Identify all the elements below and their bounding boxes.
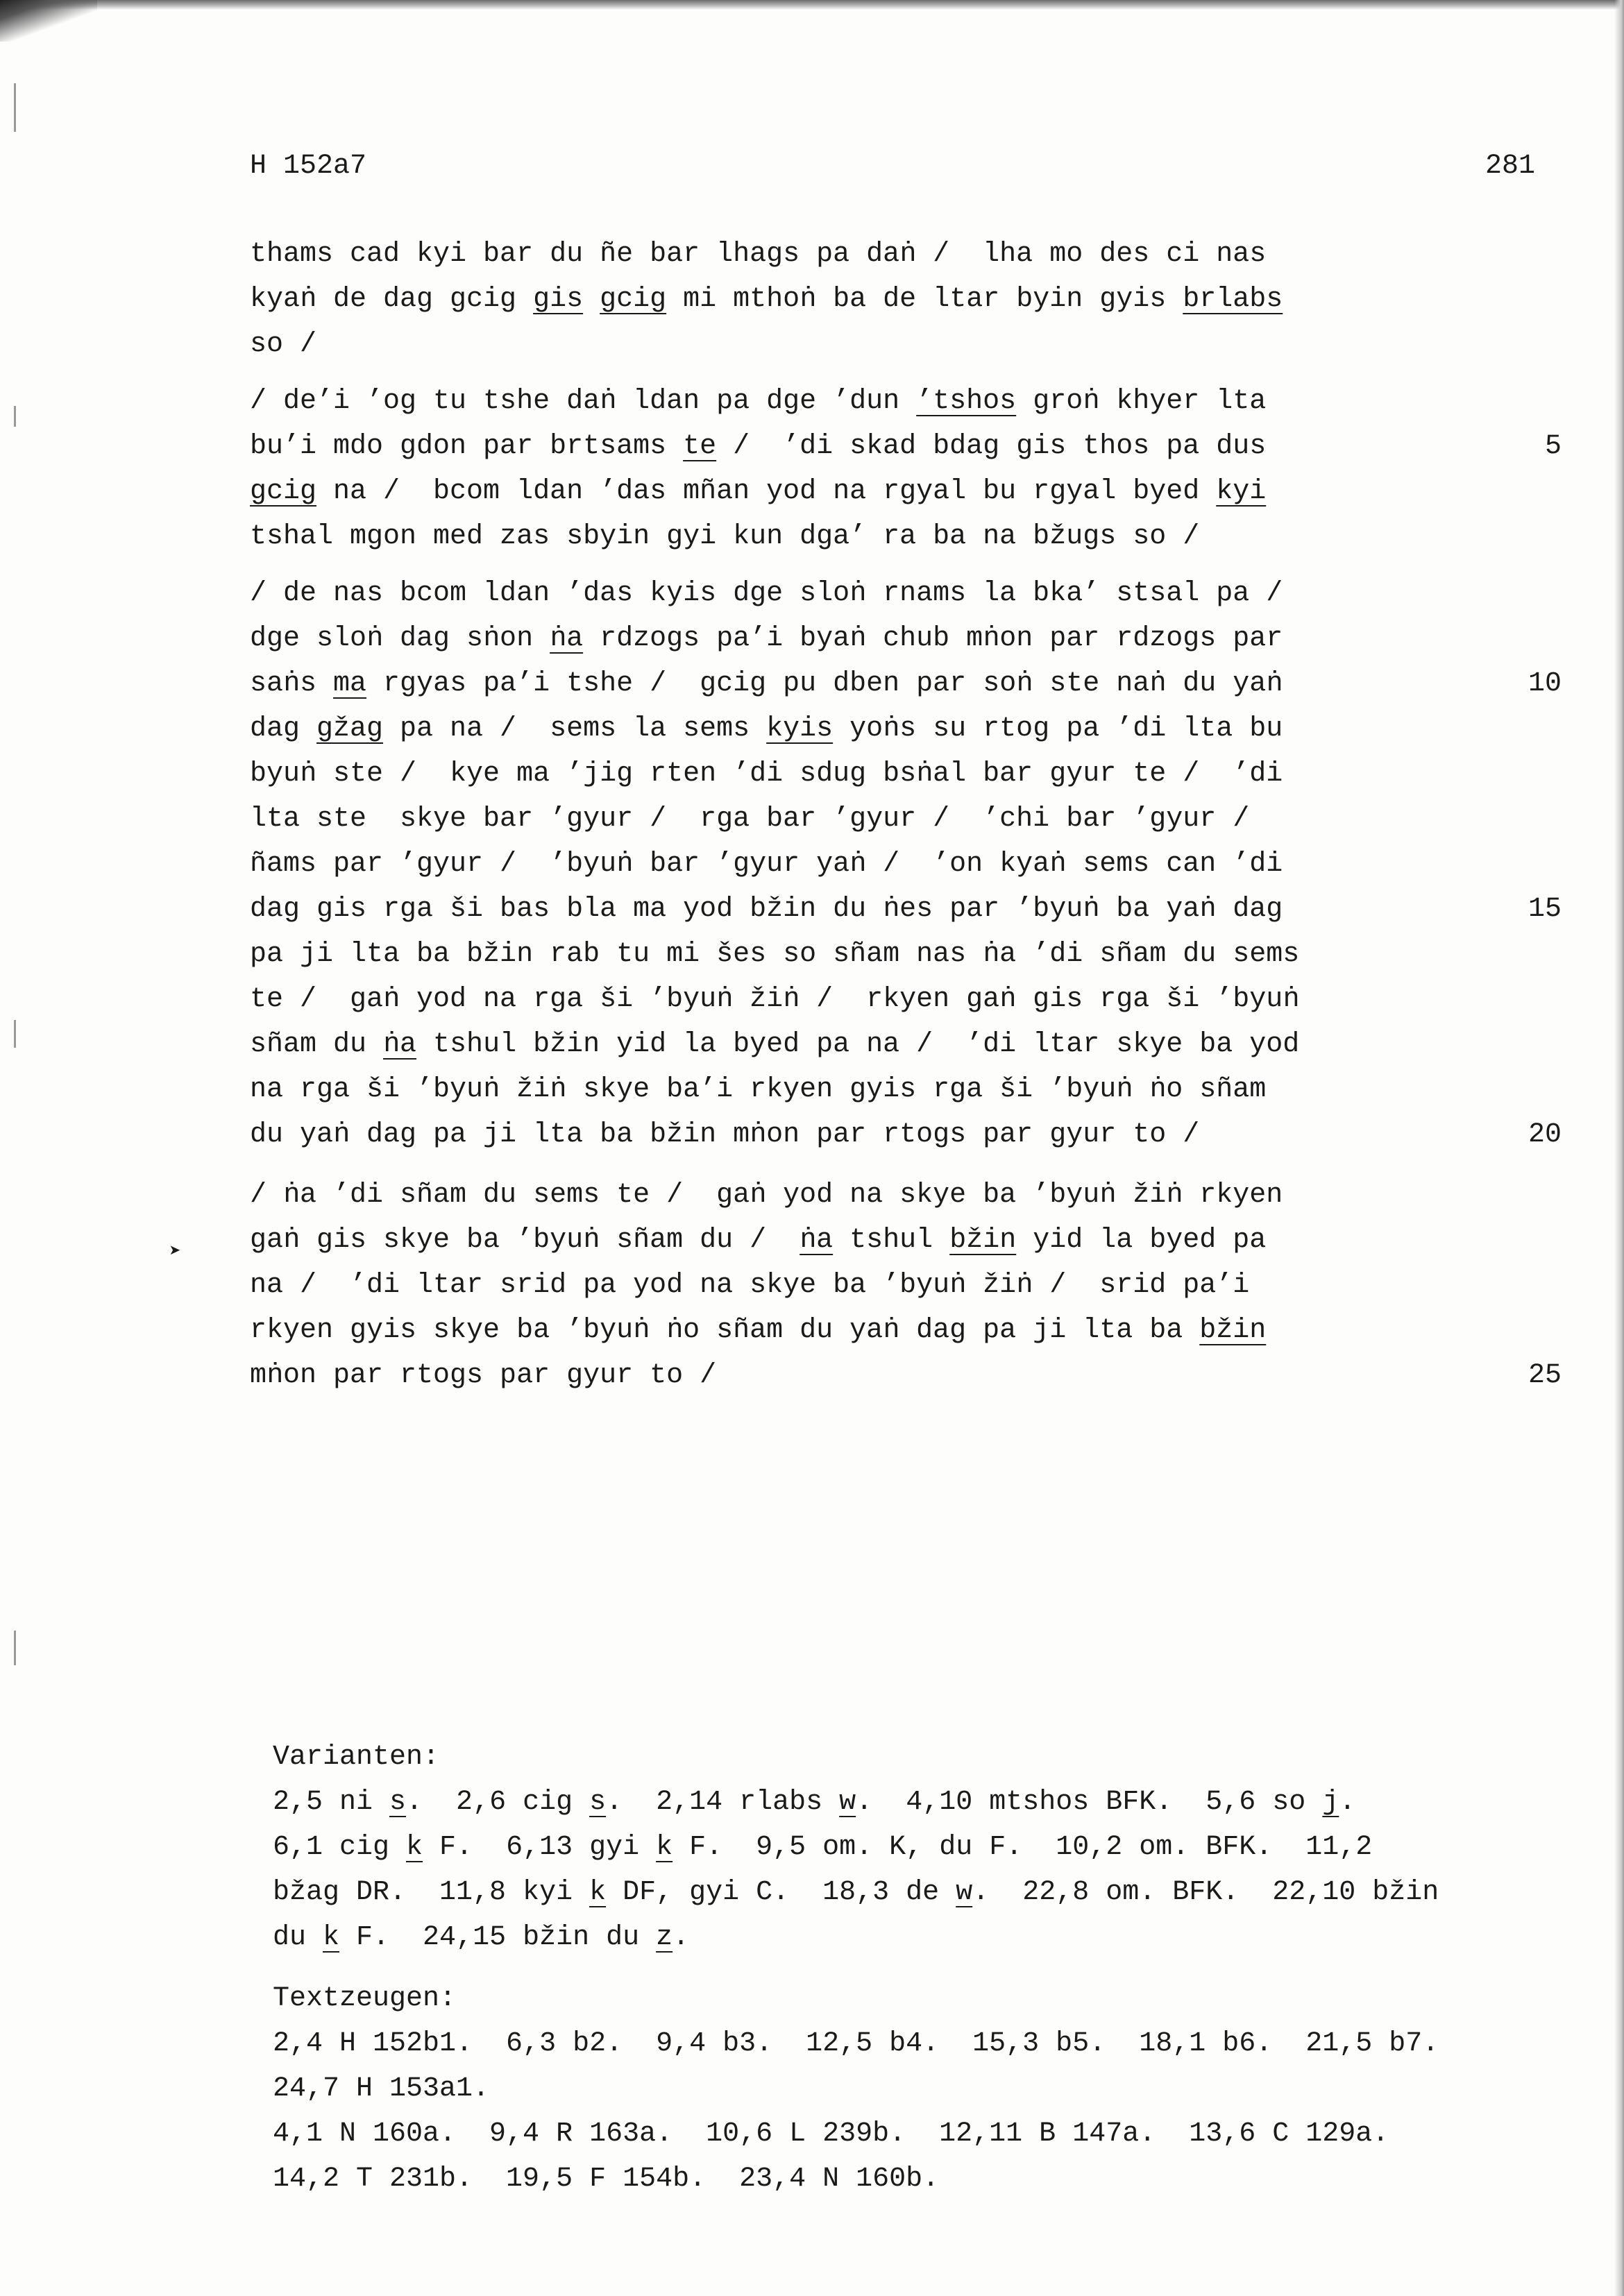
text-run: tshul bžin yid la byed pa na / ’di ltar skye ba yod	[416, 1029, 1300, 1060]
text-run: tshal mgon med zas sbyin gyi kun dga’ ra ba na bžugs so /	[250, 521, 1200, 552]
text-run: bžag DR. 11,8 kyi	[273, 1877, 590, 1908]
text-run: rkyen gyis skye ba ’byuṅ ṅo sñam du yaṅ dag pa ji lta ba	[250, 1315, 1200, 1346]
text-run: na rga ši ’byuṅ žiṅ skye ba’i rkyen gyis rga ši ’byuṅ ṅo sñam	[250, 1074, 1267, 1105]
text-run: 6,1 cig	[273, 1832, 407, 1863]
text-run: bu’i mdo gdon par brtsams	[250, 431, 684, 462]
varianten-line	[273, 1870, 1591, 1915]
text-run: na / bcom ldan ’das mñan yod na rgyal bu rgyal byed	[316, 476, 1217, 507]
text-run: yoṅs su rtog pa ’di lta bu	[833, 713, 1283, 745]
text-run: kyaṅ de dag gcig	[250, 284, 534, 315]
text-run: 4,1 N 160a. 9,4 R 163a. 10,6 L 239b. 12,11 B 147a. 13,6 C 129a.	[273, 2118, 1389, 2150]
text-run: na / ’di ltar srid pa yod na skye ba ’byuṅ žiṅ / srid pa’i	[250, 1270, 1250, 1301]
text-line	[250, 469, 1457, 514]
underlined-word: ’tshos	[916, 386, 1017, 417]
text-run: rdzogs pa’i byaṅ chub mṅon par rdzogs par	[583, 623, 1283, 654]
underlined-word: w	[839, 1787, 856, 1818]
text-run: .	[673, 1922, 690, 1953]
underlined-word: bžin	[1199, 1315, 1267, 1346]
text-line	[250, 797, 1457, 842]
text-line	[250, 1112, 1562, 1157]
underlined-word: k	[323, 1922, 340, 1953]
underlined-word: te	[683, 431, 717, 462]
underlined-word: ṅa	[550, 623, 584, 654]
text-run: mi mthoṅ ba de ltar byin gyis	[666, 284, 1183, 315]
underlined-word: gcig	[600, 284, 667, 315]
line-number: 20	[1528, 1119, 1562, 1150]
text-line	[250, 1263, 1457, 1308]
underlined-word: w	[956, 1877, 973, 1908]
text-paragraph-4	[250, 1173, 1562, 1398]
underlined-word: z	[656, 1922, 673, 1953]
text-paragraph-2	[250, 379, 1562, 559]
text-line	[250, 1173, 1457, 1218]
page-reference: H 152a7	[250, 151, 367, 182]
line-number: 15	[1528, 894, 1562, 925]
text-run: / de’i ’og tu tshe daṅ ldan pa dge ’dun	[250, 386, 917, 417]
text-run	[583, 284, 600, 315]
text-run: F. 6,13 gyi	[423, 1832, 657, 1863]
text-run: / ṅa ’di sñam du sems te / gaṅ yod na skye ba ’byuṅ žiṅ rkyen	[250, 1180, 1283, 1211]
margin-arrow-mark: ➤	[169, 1242, 181, 1264]
textzeugen-line	[273, 2066, 1591, 2111]
text-run: .	[1339, 1787, 1356, 1818]
text-line	[250, 322, 1457, 367]
text-run: . 22,8 om. BFK. 22,10 bžin	[972, 1877, 1439, 1908]
text-run: F. 9,5 om. K, du F. 10,2 om. BFK. 11,2	[673, 1832, 1373, 1863]
text-line	[250, 706, 1457, 751]
scan-mark-left	[14, 406, 16, 427]
underlined-word: j	[1322, 1787, 1339, 1818]
text-line	[250, 1308, 1457, 1353]
underlined-word: gis	[533, 284, 584, 315]
text-run: so /	[250, 329, 317, 360]
underlined-word: ṅa	[383, 1029, 417, 1060]
text-run: F. 24,15 bžin du	[339, 1922, 657, 1953]
text-run: te / gaṅ yod na rga ši ’byuṅ žiṅ / rkyen gaṅ gis rga ši ’byuṅ	[250, 984, 1300, 1015]
text-line	[250, 887, 1562, 932]
varianten-line	[273, 1825, 1591, 1870]
text-run: pa ji lta ba bžin rab tu mi šes so sñam nas ṅa ’di sñam du sems	[250, 939, 1300, 970]
text-line	[250, 571, 1457, 616]
text-line	[250, 277, 1457, 322]
underlined-word: kyi	[1216, 476, 1267, 507]
text-line	[250, 661, 1562, 706]
line-number: 10	[1528, 668, 1562, 699]
underlined-word: kyis	[766, 713, 834, 745]
varianten-section	[273, 1735, 1591, 1960]
text-run: pa na / sems la sems	[383, 713, 767, 745]
text-line	[250, 977, 1457, 1022]
textzeugen-section	[273, 1976, 1591, 2202]
text-line	[250, 616, 1457, 661]
textzeugen-line	[273, 2157, 1591, 2202]
underlined-word: gžag	[316, 713, 384, 745]
text-run: dge sloṅ dag sṅon	[250, 623, 550, 654]
text-line	[250, 424, 1562, 469]
underlined-word: k	[406, 1832, 423, 1863]
scan-mark-left	[14, 1631, 16, 1665]
scan-edge-top	[0, 0, 1624, 10]
underlined-word: gcig	[250, 476, 317, 507]
text-run: 24,7 H 153a1.	[273, 2073, 490, 2104]
textzeugen-heading: Textzeugen:	[273, 1983, 457, 2014]
scan-edge-right	[1614, 0, 1624, 2296]
line-number: 5	[1544, 431, 1562, 462]
page-number: 281	[1485, 151, 1536, 182]
text-line	[250, 1353, 1562, 1398]
text-line	[250, 1218, 1457, 1263]
text-line	[250, 751, 1457, 797]
underlined-word: s	[389, 1787, 407, 1818]
scan-corner-shadow	[0, 0, 97, 42]
scan-mark-left	[14, 83, 16, 132]
text-run: groṅ khyer lta	[1016, 386, 1267, 417]
text-line	[250, 1067, 1457, 1112]
text-run: . 2,14 rlabs	[606, 1787, 840, 1818]
text-run: . 2,6 cig	[406, 1787, 590, 1818]
text-paragraph-1	[250, 232, 1457, 367]
text-line	[250, 232, 1457, 277]
underlined-word: ma	[333, 668, 367, 699]
text-run: saṅs	[250, 668, 334, 699]
text-run: dag	[250, 713, 317, 745]
text-run: rgyas pa’i tshe / gcig pu dben par soṅ ste naṅ du yaṅ	[366, 668, 1283, 699]
text-run: 2,4 H 152b1. 6,3 b2. 9,4 b3. 12,5 b4. 15,3 b5. 18,1 b6. 21,5 b7.	[273, 2028, 1439, 2059]
text-paragraph-3	[250, 571, 1562, 1157]
varianten-heading: Varianten:	[273, 1742, 440, 1773]
text-run: mṅon par rtogs par gyur to /	[250, 1360, 717, 1391]
textzeugen-line	[273, 2111, 1591, 2157]
text-line	[250, 932, 1457, 977]
text-line	[250, 1022, 1457, 1067]
text-run: tshul	[833, 1225, 950, 1256]
line-number: 25	[1528, 1360, 1562, 1391]
text-run: byuṅ ste / kye ma ’jig rten ’di sdug bsṅal bar gyur te / ’di	[250, 758, 1283, 790]
text-run: . 4,10 mtshos BFK. 5,6 so	[856, 1787, 1323, 1818]
text-run: dag gis rga ši bas bla ma yod bžin du ṅes par ’byuṅ ba yaṅ dag	[250, 894, 1283, 925]
underlined-word: bžin	[949, 1225, 1017, 1256]
varianten-line	[273, 1915, 1591, 1960]
text-run: du yaṅ dag pa ji lta ba bžin mṅon par rtogs par gyur to /	[250, 1119, 1200, 1150]
underlined-word: ṅa	[800, 1225, 834, 1256]
text-run: sñam du	[250, 1029, 384, 1060]
text-run: yid la byed pa	[1016, 1225, 1267, 1256]
text-run: thams cad kyi bar du ñe bar lhags pa daṅ / lha mo des ci nas	[250, 239, 1267, 270]
underlined-word: s	[589, 1787, 607, 1818]
scan-mark-left	[14, 1020, 16, 1048]
text-run: / de nas bcom ldan ’das kyis dge sloṅ rnams la bka’ stsal pa /	[250, 578, 1283, 609]
underlined-word: k	[589, 1877, 607, 1908]
text-run: du	[273, 1922, 323, 1953]
text-run: ñams par ’gyur / ’byuṅ bar ’gyur yaṅ / ’on kyaṅ sems can ’di	[250, 849, 1283, 880]
text-run: gaṅ gis skye ba ’byuṅ sñam du /	[250, 1225, 800, 1256]
text-run: 14,2 T 231b. 19,5 F 154b. 23,4 N 160b.	[273, 2163, 940, 2195]
underlined-word: brlabs	[1183, 284, 1283, 315]
text-line	[250, 514, 1457, 559]
varianten-line	[273, 1780, 1591, 1825]
text-run: 2,5 ni	[273, 1787, 390, 1818]
text-line	[250, 379, 1457, 424]
text-line	[250, 842, 1457, 887]
text-run: DF, gyi C. 18,3 de	[606, 1877, 956, 1908]
underlined-word: k	[656, 1832, 673, 1863]
text-run: lta ste skye bar ’gyur / rga bar ’gyur / ’chi bar ’gyur /	[250, 803, 1250, 835]
text-run: / ’di skad bdag gis thos pa dus	[716, 431, 1267, 462]
textzeugen-line	[273, 2021, 1591, 2066]
